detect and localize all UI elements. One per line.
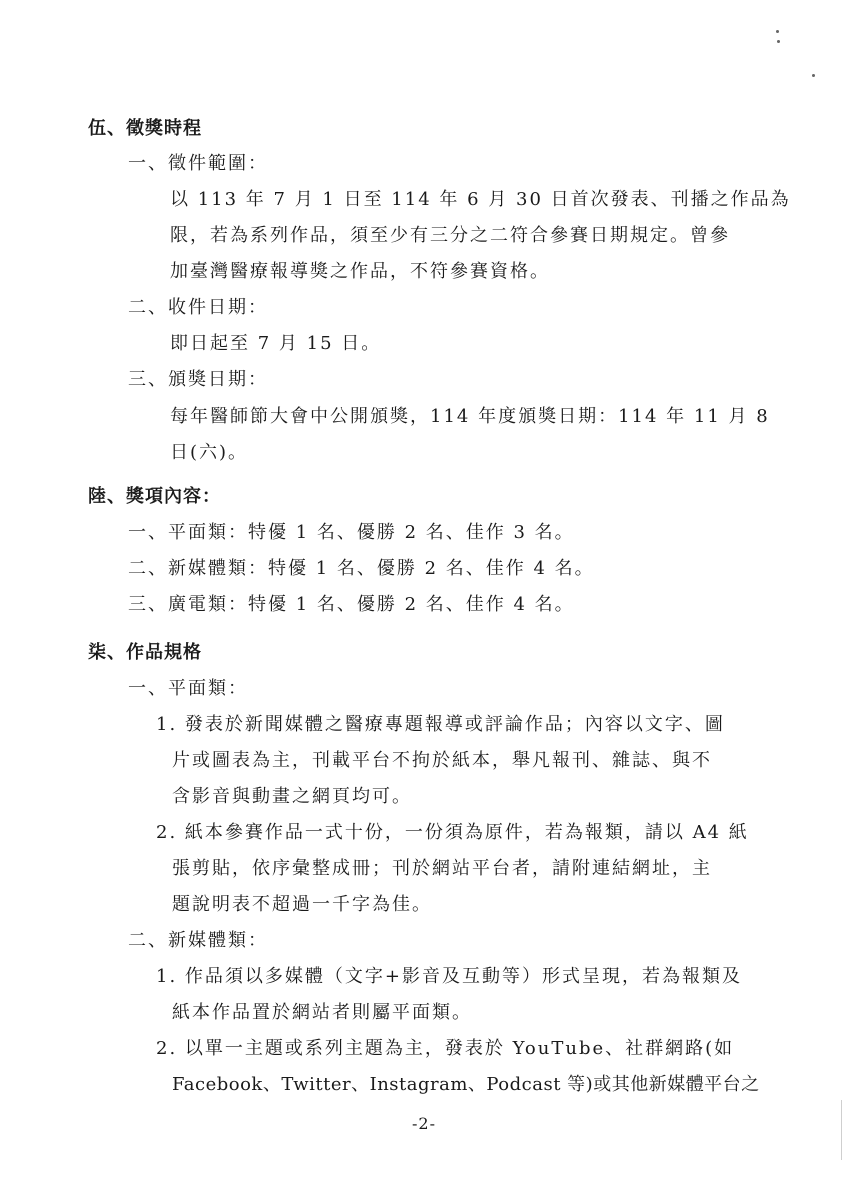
- subsection-title: 二、收件日期：: [128, 297, 268, 318]
- list-item-line: Facebook、Twitter、Instagram、Podcast 等)或其他新媒體平台之: [172, 1074, 760, 1095]
- subsection-title: 一、平面類：: [128, 678, 248, 699]
- list-item-line: 2. 紙本參賽作品一式十份，一份須為原件，若為報類，請以 A4 紙: [156, 822, 749, 843]
- section-heading-7: 柒、作品規格: [88, 642, 202, 663]
- scan-speck: [776, 30, 779, 33]
- list-item-line: 片或圖表為主，刊載平台不拘於紙本，舉凡報刊、雜誌、與不: [172, 750, 712, 771]
- award-item: 一、平面類：特優 1 名、優勝 2 名、佳作 3 名。: [128, 522, 575, 543]
- award-item: 三、廣電類：特優 1 名、優勝 2 名、佳作 4 名。: [128, 594, 575, 615]
- list-item-line: 1. 作品須以多媒體（文字+影音及互動等）形式呈現，若為報類及: [156, 966, 742, 987]
- body-line: 加臺灣醫療報導獎之作品，不符參賽資格。: [170, 261, 550, 282]
- body-line: 限，若為系列作品，須至少有三分之二符合參賽日期規定。曾參: [170, 225, 730, 246]
- section-heading-5: 伍、徵獎時程: [88, 118, 202, 139]
- body-line: 以 113 年 7 月 1 日至 114 年 6 月 30 日首次發表、刊播之作品為: [170, 189, 791, 210]
- subsection-title: 三、頒獎日期：: [128, 369, 268, 390]
- list-item-line: 張剪貼，依序彙整成冊；刊於網站平台者，請附連結網址，主: [172, 858, 712, 879]
- body-line: 每年醫師節大會中公開頒獎，114 年度頒獎日期：114 年 11 月 8: [170, 406, 770, 427]
- body-line: 即日起至 7 月 15 日。: [170, 333, 382, 354]
- page-number: -2-: [412, 1114, 436, 1133]
- subsection-title: 二、新媒體類：: [128, 930, 268, 951]
- list-item-line: 2. 以單一主題或系列主題為主，發表於 YouTube、社群網路(如: [156, 1038, 735, 1059]
- scan-speck: [777, 40, 780, 43]
- scan-speck: [812, 74, 815, 77]
- award-item: 二、新媒體類：特優 1 名、優勝 2 名、佳作 4 名。: [128, 558, 595, 579]
- list-item-line: 題說明表不超過一千字為佳。: [172, 894, 432, 915]
- section-heading-6: 陸、獎項內容：: [88, 486, 221, 507]
- subsection-title: 一、徵件範圍：: [128, 153, 268, 174]
- body-line: 日(六)。: [170, 442, 249, 463]
- list-item-line: 含影音與動畫之網頁均可。: [172, 786, 412, 807]
- list-item-line: 1. 發表於新聞媒體之醫療專題報導或評論作品；內容以文字、圖: [156, 714, 725, 735]
- list-item-line: 紙本作品置於網站者則屬平面類。: [172, 1002, 472, 1023]
